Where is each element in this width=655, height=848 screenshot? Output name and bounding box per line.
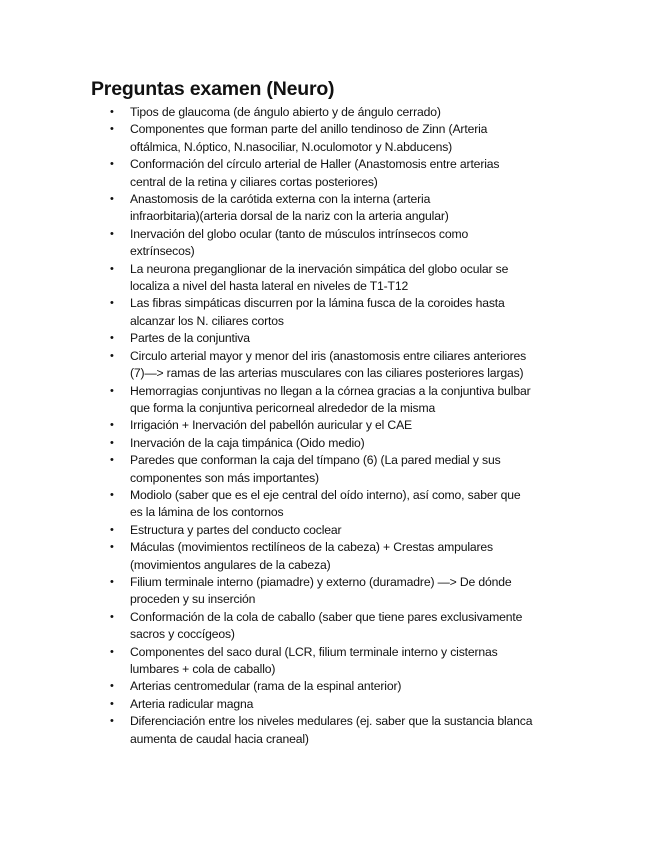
list-item-text-line: lumbares + cola de caballo) — [130, 662, 276, 676]
list-item — [0, 383, 655, 418]
list-item — [0, 522, 655, 539]
list-item-text-line: Conformación del círculo arterial de Haller (Anastomosis entre arterias — [130, 157, 500, 172]
list-item-text-line: Máculas (movimientos rectilíneos de la cabeza) + Crestas ampulares — [130, 540, 493, 555]
list-item-text-line: que forma la conjuntiva pericorneal alrededor de la misma — [130, 400, 436, 415]
list-item — [0, 644, 655, 679]
list-item-text-line: central de la retina y ciliares cortas posteriores) — [130, 174, 378, 189]
list-item-text-line: Tipos de glaucoma (de ángulo abierto y de ángulo cerrado) — [130, 105, 441, 119]
list-item — [0, 330, 655, 347]
list-item — [0, 104, 655, 121]
list-item-text-line: Estructura y partes del conducto coclear — [130, 522, 342, 537]
bullet-icon: • — [110, 523, 114, 536]
bullet-icon: • — [110, 297, 114, 310]
list-item — [0, 191, 655, 226]
list-item — [0, 713, 655, 748]
list-item-text-line: Componentes que forman parte del anillo tendinoso de Zinn (Arteria — [130, 122, 488, 137]
list-item-text-line: Inervación del globo ocular (tanto de músculos intrínsecos como — [130, 226, 469, 241]
list-item-text-line: Las fibras simpáticas discurren por la lámina fusca de la coroides hasta — [130, 296, 505, 311]
bullet-icon: • — [110, 193, 114, 206]
list-item — [0, 348, 655, 383]
bullet-icon: • — [110, 715, 114, 728]
bullet-icon: • — [110, 575, 114, 588]
list-item-text-line: Componentes del saco dural (LCR, filium terminale interno y cisternas — [130, 644, 498, 659]
list-item-text-line: localiza a nivel del hasta lateral en niveles de T1-T12 — [130, 279, 409, 294]
bullet-icon: • — [110, 419, 114, 432]
bullet-icon: • — [110, 436, 114, 449]
bullet-icon: • — [110, 645, 114, 658]
list-item — [0, 261, 655, 296]
bullet-icon: • — [110, 454, 114, 467]
list-item-text-line: Irrigación + Inervación del pabellón auricular y el CAE — [130, 418, 413, 433]
bullet-icon: • — [110, 158, 114, 171]
list-item-text-line: Inervación de la caja timpánica (Oido medio) — [130, 435, 365, 450]
bullet-icon: • — [110, 227, 114, 240]
list-item-text-line: es la lámina de los contornos — [130, 505, 284, 520]
list-item-text-line: infraorbitaria)(arteria dorsal de la nariz con la arteria angular) — [130, 209, 449, 224]
list-item — [0, 539, 655, 574]
list-item-text-line: Arterias centromedular (rama de la espinal anterior) — [130, 679, 402, 694]
list-item — [0, 121, 655, 156]
bullet-icon: • — [110, 697, 114, 710]
list-item-text-line: Partes de la conjuntiva — [130, 331, 250, 346]
bullet-icon: • — [110, 106, 114, 118]
list-item — [0, 696, 655, 713]
page-title: Preguntas examen (Neuro) — [91, 78, 335, 100]
list-item-text-line: oftálmica, N.óptico, N.nasociliar, N.oculomotor y N.abducens) — [130, 139, 453, 154]
bullet-icon: • — [110, 123, 114, 136]
list-item-text-line: extrínsecos) — [130, 244, 195, 259]
list-item-text-line: Paredes que conforman la caja del tímpano (6) (La pared medial y sus — [130, 453, 501, 468]
list-item — [0, 574, 655, 609]
bullet-icon: • — [110, 384, 114, 397]
bullet-icon: • — [110, 680, 114, 693]
list-item-text-line: sacros y coccígeos) — [130, 627, 235, 642]
list-item-text-line: componentes son más importantes) — [130, 470, 319, 485]
list-item-text-line: aumenta de caudal hacia craneal) — [130, 731, 309, 746]
list-item-text-line: Hemorragias conjuntivas no llegan a la córnea gracias a la conjuntiva bulbar — [130, 383, 531, 398]
list-item-text-line: Diferenciación entre los niveles medulares (ej. saber que la sustancia blanca — [130, 714, 533, 729]
list-item — [0, 609, 655, 644]
list-item-text-line: Filium terminale interno (piamadre) y externo (duramadre) —> De dónde — [130, 574, 512, 589]
list-item-text-line: alcanzar los N. ciliares cortos — [130, 313, 284, 328]
list-item — [0, 156, 655, 191]
bullet-icon: • — [110, 541, 114, 554]
list-item — [0, 417, 655, 434]
list-item-text-line: (7)—> ramas de las arterias musculares con las ciliares posteriores largas) — [130, 366, 524, 381]
list-item-text-line: Arteria radicular magna — [130, 696, 254, 711]
bullet-icon: • — [110, 488, 114, 501]
list-item — [0, 487, 655, 522]
list-item-text-line: Circulo arterial mayor y menor del iris (anastomosis entre ciliares anteriores — [130, 348, 527, 363]
list-item-text-line: proceden y su inserción — [130, 592, 256, 607]
list-item — [0, 226, 655, 261]
list-item-text-line: La neurona preganglionar de la inervación simpática del globo ocular se — [130, 261, 509, 276]
list-item-text-line: Anastomosis de la carótida externa con la interna (arteria — [130, 192, 431, 207]
bullet-icon: • — [110, 610, 114, 623]
list-item — [0, 435, 655, 452]
bullet-icon: • — [110, 332, 114, 345]
list-item — [0, 678, 655, 695]
bullet-icon: • — [110, 349, 114, 362]
list-item — [0, 452, 655, 487]
list-item — [0, 295, 655, 330]
list-item-text-line: Conformación de la cola de caballo (saber que tiene pares exclusivamente — [130, 609, 523, 624]
list-item-text-line: (movimientos angulares de la cabeza) — [130, 557, 331, 572]
question-list — [0, 104, 655, 748]
bullet-icon: • — [110, 262, 114, 275]
list-item-text-line: Modiolo (saber que es el eje central del oído interno), así como, saber que — [130, 487, 521, 502]
